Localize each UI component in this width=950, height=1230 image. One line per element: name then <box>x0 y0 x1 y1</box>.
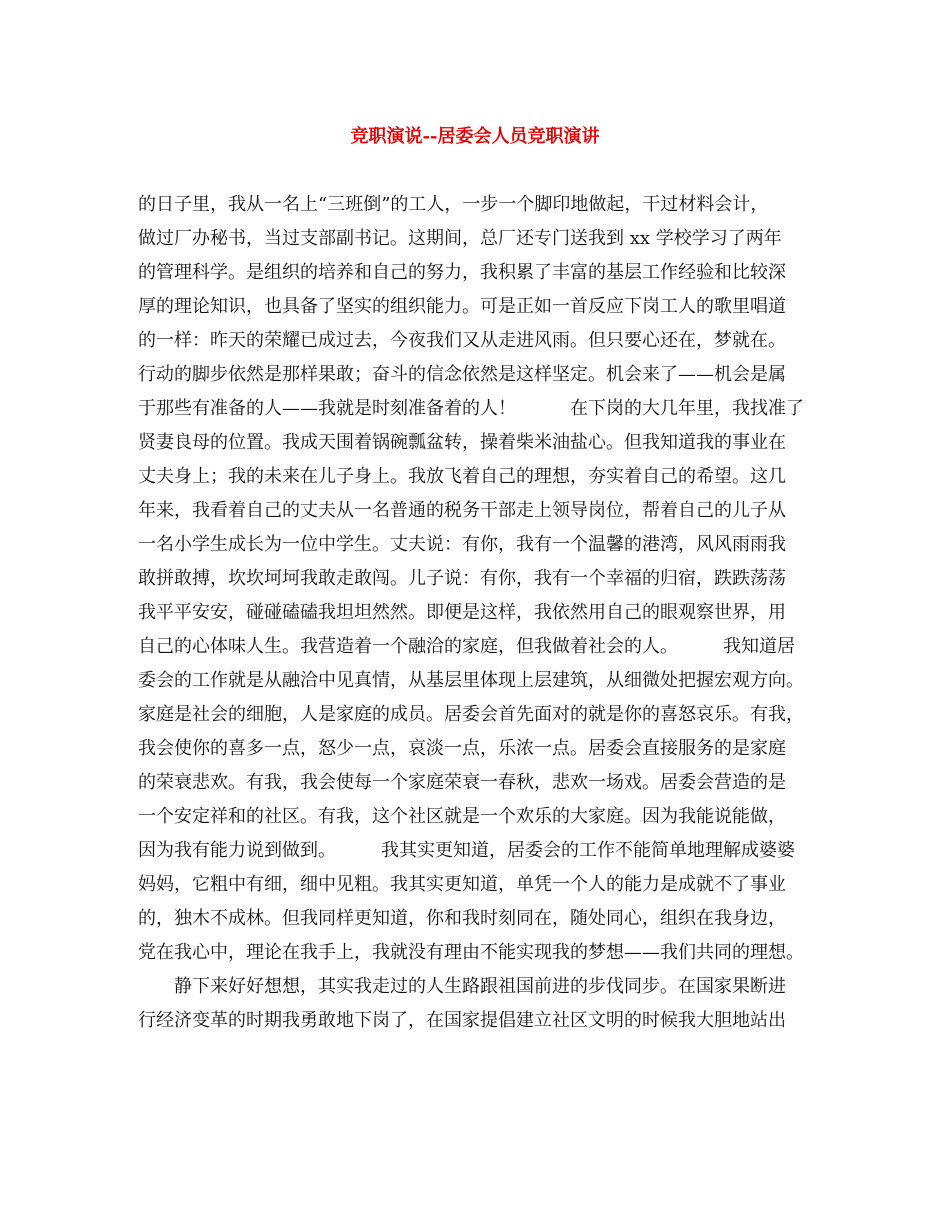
document-body <box>138 188 828 1038</box>
document-title: 竞职演说--居委会人员竞职演讲 <box>350 126 600 147</box>
text-line: 行经济变革的时期我勇敢地下岗了，在国家提倡建立社区文明的时候我大胆地站出 <box>138 1010 786 1031</box>
text-line: 的管理科学。是组织的培养和自己的努力，我积累了丰富的基层工作经验和比较深 <box>138 262 786 283</box>
text-line: 的荣衰悲欢。有我，我会使每一个家庭荣衰一春秋，悲欢一场戏。居委会营造的是 <box>138 772 786 793</box>
text-line: 一名小学生成长为一位中学生。丈夫说：有你，我有一个温馨的港湾，风风雨雨我 <box>138 534 786 555</box>
text-line: 做过厂办秘书，当过支部副书记。这期间，总厂还专门送我到 xx 学校学习了两年 <box>138 228 782 249</box>
text-line: 我平平安安，碰碰磕磕我坦坦然然。即便是这样，我依然用自己的眼观察世界，用 <box>138 602 786 623</box>
text-line: 的日子里，我从一名上“三班倒”的工人，一步一个脚印地做起，干过材料会计， <box>138 194 769 215</box>
text-line: 委会的工作就是从融洽中见真情，从基层里体现上层建筑，从细微处把握宏观方向。 <box>138 670 804 691</box>
text-line: 年来，我看着自己的丈夫从一名普通的税务干部走上领导岗位，帮着自己的儿子从 <box>138 500 786 521</box>
text-line: 贤妻良母的位置。我成天围着锅碗瓢盆转，操着柴米油盐心。但我知道我的事业在 <box>138 432 786 453</box>
text-line: 的一样：昨天的荣耀已成过去，今夜我们又从走进风雨。但只要心还在，梦就在。 <box>138 330 786 351</box>
text-line: 的，独木不成林。但我同样更知道，你和我时刻同在，随处同心，组织在我身边， <box>138 908 786 929</box>
text-line: 妈妈，它粗中有细，细中见粗。我其实更知道，单凭一个人的能力是成就不了事业 <box>138 874 786 895</box>
text-line: 家庭是社会的细胞，人是家庭的成员。居委会首先面对的就是你的喜怒哀乐。有我， <box>138 704 804 725</box>
text-line: 自己的心体味人生。我营造着一个融洽的家庭，但我做着社会的人。 我知道居 <box>138 636 795 657</box>
text-line: 敢拼敢搏，坎坎坷坷我敢走敢闯。儿子说：有你，我有一个幸福的归宿，跌跌荡荡 <box>138 568 786 589</box>
text-line: 因为我有能力说到做到。 我其实更知道，居委会的工作不能简单地理解成婆婆 <box>138 840 795 861</box>
text-line: 行动的脚步依然是那样果敢；奋斗的信念依然是这样坚定。机会来了——机会是属 <box>138 364 786 385</box>
text-line: 党在我心中，理论在我手上，我就没有理由不能实现我的梦想——我们共同的理想。 <box>138 942 804 963</box>
text-line: 一个安定祥和的社区。有我，这个社区就是一个欢乐的大家庭。因为我能说能做， <box>138 806 786 827</box>
text-line: 丈夫身上；我的未来在儿子身上。我放飞着自己的理想，夯实着自己的希望。这几 <box>138 466 786 487</box>
text-line: 厚的理论知识，也具备了坚实的组织能力。可是正如一首反应下岗工人的歌里唱道 <box>138 296 786 317</box>
text-line: 静下来好好想想，其实我走过的人生路跟祖国前进的步伐同步。在国家果断进 <box>138 976 786 997</box>
text-line: 我会使你的喜多一点，怒少一点，哀淡一点，乐浓一点。居委会直接服务的是家庭 <box>138 738 786 759</box>
text-line: 于那些有准备的人——我就是时刻准备着的人！ 在下岗的大几年里，我找准了 <box>138 398 804 419</box>
